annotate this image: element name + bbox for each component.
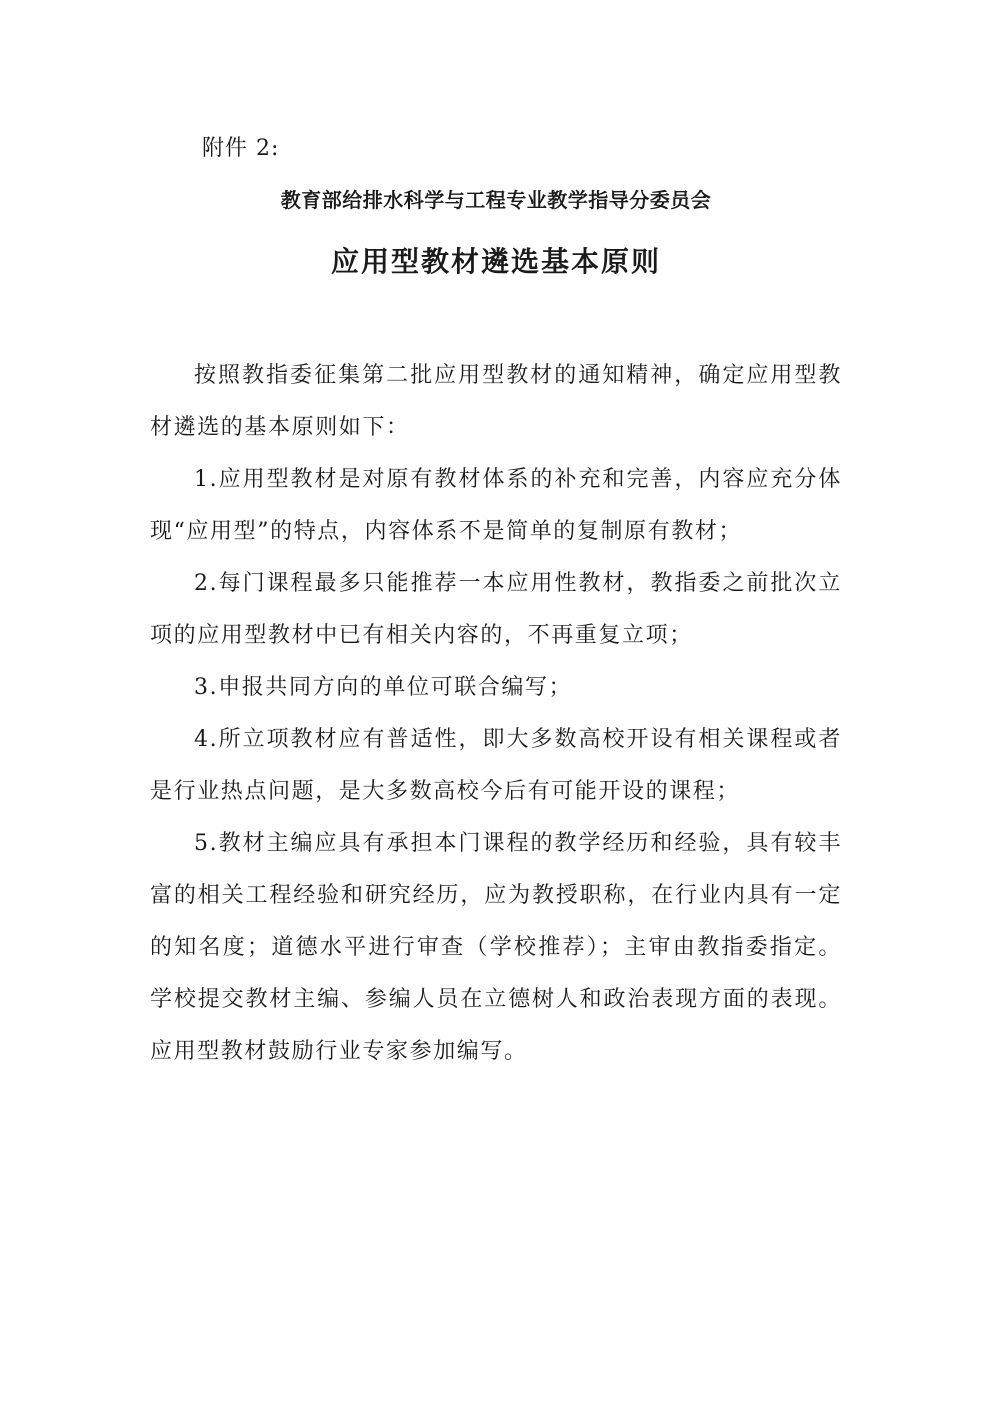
paragraph-principle-1: 1.应用型教材是对原有教材体系的补充和完善，内容应充分体现“应用型”的特点，内容体系不是简单的复制原有教材； [150, 467, 842, 544]
document-body [150, 350, 842, 1078]
annex-label: 附件 2: [202, 136, 280, 161]
main-title: 应用型教材遴选基本原则 [330, 245, 661, 278]
paragraph-principle-3: 3.申报共同方向的单位可联合编写； [194, 675, 573, 700]
committee-title: 教育部给排水科学与工程专业教学指导分委员会 [280, 188, 712, 212]
paragraph-principle-4: 4.所立项教材应有普适性，即大多数高校开设有相关课程或者是行业热点问题，是大多数高校今后有可能开设的课程； [150, 727, 842, 804]
paragraph-principle-5: 5.教材主编应具有承担本门课程的教学经历和经验，具有较丰富的相关工程经验和研究经历，应为教授职称，在行业内具有一定的知名度；道德水平进行审查（学校推荐）；主审由教指委指定。学校提交教材主编、参编人员在立德树人和政治表现方面的表现。应用型教材鼓励行业专家参加编写。 [150, 831, 842, 1064]
paragraph-principle-2: 2.每门课程最多只能推荐一本应用性教材，教指委之前批次立项的应用型教材中已有相关内容的，不再重复立项； [150, 571, 842, 648]
paragraph-intro: 按照教指委征集第二批应用型教材的通知精神，确定应用型教材遴选的基本原则如下： [150, 363, 842, 440]
